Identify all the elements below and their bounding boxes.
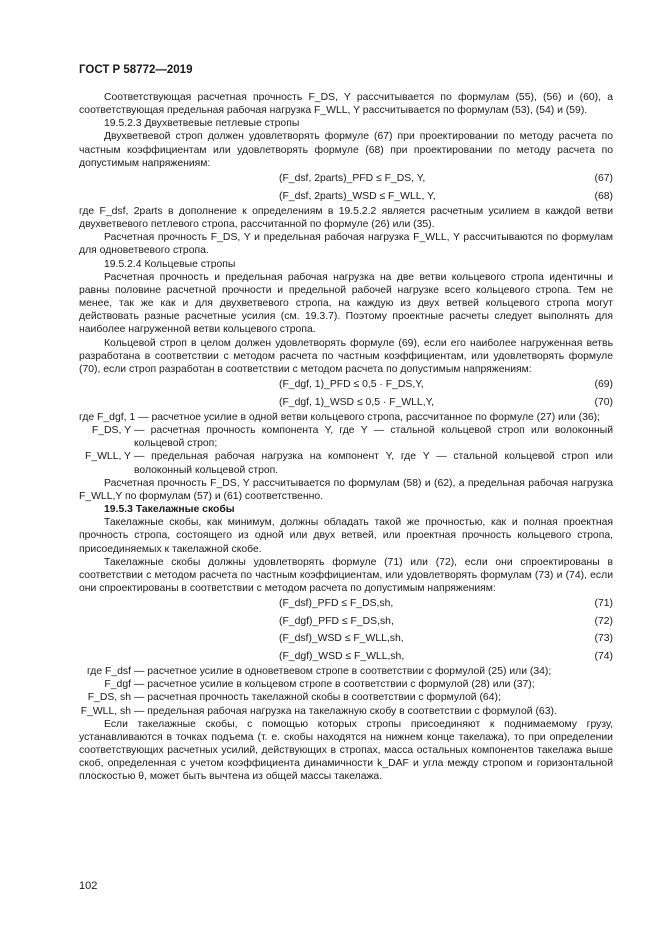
equation-number: (70)	[594, 396, 613, 408]
paragraph: Расчетная прочность F_DS, Y рассчитывается по формулам (58) и (62), а предельная рабочая нагрузка F_WLL,Y по формулам (57) и (61) соответственно.	[79, 477, 613, 502]
equation	[79, 393, 613, 411]
paragraph: Кольцевой строп в целом должен удовлетворять формуле (69), если его наиболее нагруженная ветвь разработана в соответствии с методом расчета по частным коэффициентам, или удовлетворять формуле (70), если строп разработан в соответствии с методом расчета по допустимым напряжениям:	[79, 337, 613, 375]
paragraph: Такелажные скобы должны удовлетворять формуле (71) или (72), если они спроектированы в соответствии с методом расчета по частным коэффициентам, или удовлетворять формулам (73) и (74), если они спроектированы в соответствии с методом расчета по допустимым напряжениям:	[79, 556, 613, 594]
definition-text: — расчетное усилие в одной ветви кольцевого стропа, рассчитанное по формуле (27) или (36);	[138, 411, 600, 423]
equation-number: (67)	[594, 173, 613, 185]
formula: (F_dsf)_WSD ≤ F_WLL,sh,	[279, 633, 404, 645]
equation	[79, 630, 613, 648]
equation-number: (73)	[594, 633, 613, 645]
definition-text: — предельная рабочая нагрузка на такелажную скобу в соответствии с формулой (63).	[134, 705, 557, 717]
formula: (F_dsf)_PFD ≤ F_DS,sh,	[279, 598, 394, 610]
section-heading: 19.5.2.3 Двухветвевые петлевые стропы	[104, 118, 300, 130]
definition-text: — предельная рабочая нагрузка на компонент Y, где Y — стальной кольцевой строп или волоконный кольцевой строп.	[134, 451, 613, 476]
definition-text: — расчетное усилие в одноветвевом стропе в соответствии с формулой (25) или (34);	[134, 666, 552, 678]
section-heading: 19.5.3 Такелажные скобы	[104, 504, 235, 516]
definition-term: где F_dsf	[86, 666, 131, 678]
definition-term: F_DS, Y	[91, 425, 131, 437]
definition-term: F_dgf	[104, 679, 131, 691]
formula: (F_dgf)_WSD ≤ F_WLL,sh,	[279, 650, 405, 662]
definition	[79, 705, 613, 718]
definition-text: — расчетная прочность такелажной скобы в соответствии с формулой (64);	[134, 692, 501, 704]
equation	[79, 187, 613, 205]
definition	[79, 411, 613, 424]
paragraph: Такелажные скобы, как минимум, должны обладать такой же прочностью, как и полная проектная прочность стропа, состоящего из одной или двух ветвей, или проектная прочность кольцевого стропа, присоединяемых к такелажной скобе.	[79, 517, 613, 555]
paragraph: Расчетная прочность F_DS, Y и предельная рабочая нагрузка F_WLL, Y рассчитываются по формулам для одноветвевого стропа.	[79, 232, 613, 257]
paragraph: где F_dsf, 2parts в дополнение к определениям в 19.5.2.2 является расчетным усилием в каждой ветви двухветвевого петлевого стропа, рассчитанной по формуле (26) или (35).	[79, 205, 613, 231]
formula: (F_dgf, 1)_PFD ≤ 0,5 · F_DS,Y,	[279, 379, 424, 391]
formula: (F_dgf)_PFD ≤ F_DS,sh,	[279, 615, 394, 627]
paragraph: Двухветвевой строп должен удовлетворять формуле (67) при проектировании по методу расчета по частным коэффициентам или удовлетворять формуле (68) при проектировании по методу расчета по допустимым напряжениям:	[79, 131, 613, 169]
paragraph: Если такелажные скобы, с помощью которых стропы присоединяют к поднимаемому грузу, устанавливаются в точках подъема (т. е. скобы находятся на нижнем конце такелажа), то при определении соответствующих расчетных усилий, действующих в стропах, масса остальных компонентов такелажа выше скоб, определенная с учетом коэффициента динамичности k_DAF и угла между стропом и горизонтальной плоскостью θ, может быть вычтена из общей массы такелажа.	[79, 718, 613, 783]
page-number: 102	[79, 880, 98, 892]
definition-term: F_DS, sh	[87, 692, 131, 704]
definition	[79, 691, 613, 704]
definition-text: — расчетная прочность компонента Y, где Y — стальной кольцевой строп или волоконный кольцевой строп;	[134, 425, 613, 450]
equation	[79, 170, 613, 188]
document-body	[79, 91, 613, 784]
formula: (F_dsf, 2parts)_WSD ≤ F_WLL, Y,	[279, 190, 436, 202]
definition	[79, 424, 613, 450]
definition-term: F_WLL, sh	[80, 705, 131, 717]
definition-term: F_WLL, Y	[84, 451, 131, 463]
definition	[79, 678, 613, 691]
equation-number: (72)	[594, 615, 613, 627]
paragraph: Соответствующая расчетная прочность F_DS, Y рассчитывается по формулам (55), (56) и (60), а соответствующая предельная рабочая нагрузка F_WLL, Y рассчитывается по формулам (53), (54) и (59).	[79, 92, 613, 117]
definition-term: где F_dgf, 1	[79, 411, 136, 423]
section-heading: 19.5.2.4 Кольцевые стропы	[104, 258, 236, 270]
document-header: ГОСТ Р 58772—2019	[79, 64, 193, 76]
paragraph: Расчетная прочность и предельная рабочая нагрузка на две ветви кольцевого стропа идентичны и равны половине расчетной прочности и предельной рабочей нагрузке всего кольцевого стропа. Тем не менее, так же как и для двухветвевого стропа, на каждую из двух ветвей кольцевого стропа могут действовать разные расчетные усилия (см. 19.3.7). Поэтому проектные расчеты следует выполнять для наиболее нагруженной ветви кольцевого стропа.	[79, 271, 613, 336]
equation	[79, 613, 613, 631]
equation	[79, 595, 613, 613]
equation-number: (74)	[594, 650, 613, 662]
equation-number: (71)	[594, 598, 613, 610]
definition	[79, 665, 613, 678]
definition	[79, 450, 613, 476]
formula: (F_dsf, 2parts)_PFD ≤ F_DS, Y,	[279, 173, 426, 185]
definition-text: — расчетное усилие в кольцевом стропе в соответствии с формулой (28) или (37);	[134, 679, 535, 691]
equation-number: (69)	[594, 379, 613, 391]
formula: (F_dgf, 1)_WSD ≤ 0,5 · F_WLL,Y,	[279, 396, 435, 408]
equation	[79, 648, 613, 666]
equation-number: (68)	[594, 190, 613, 202]
equation	[79, 376, 613, 394]
